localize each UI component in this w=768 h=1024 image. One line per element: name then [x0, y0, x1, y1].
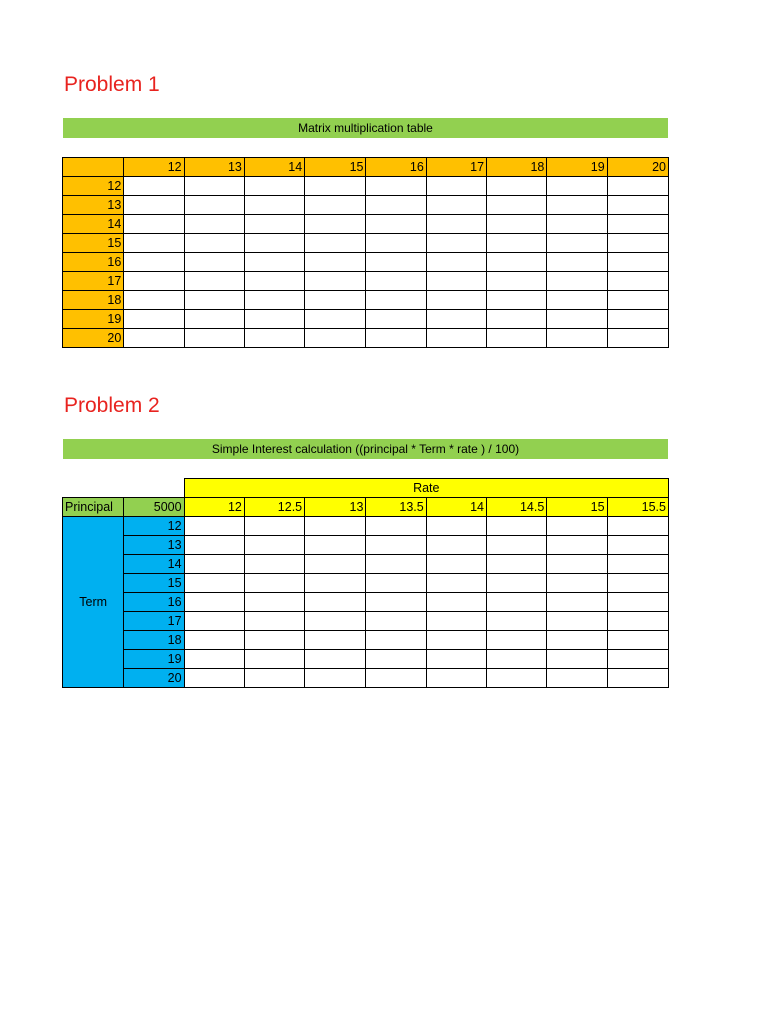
interest-cell[interactable]	[244, 631, 304, 650]
matrix-cell[interactable]	[366, 329, 426, 348]
matrix-cell[interactable]	[426, 215, 486, 234]
interest-cell[interactable]	[547, 536, 607, 555]
matrix-cell[interactable]	[124, 177, 184, 196]
term-value: 16	[124, 593, 184, 612]
matrix-cell[interactable]	[244, 215, 304, 234]
interest-cell[interactable]	[305, 612, 366, 631]
matrix-cell[interactable]	[244, 196, 304, 215]
matrix-multiplication-table	[62, 157, 669, 348]
matrix-row	[63, 253, 669, 272]
matrix-cell[interactable]	[244, 177, 304, 196]
term-value: 18	[124, 631, 184, 650]
interest-cell[interactable]	[426, 555, 486, 574]
matrix-cell[interactable]	[244, 234, 304, 253]
rate-header: 15.5	[607, 498, 668, 517]
interest-cell[interactable]	[184, 555, 244, 574]
matrix-row	[63, 329, 669, 348]
interest-rate-label-row	[63, 479, 669, 498]
matrix-cell[interactable]	[305, 272, 366, 291]
interest-cell[interactable]	[184, 631, 244, 650]
interest-row	[63, 650, 669, 669]
interest-cell[interactable]	[607, 593, 668, 612]
rate-header: 14	[426, 498, 486, 517]
interest-cell[interactable]	[305, 650, 366, 669]
matrix-cell[interactable]	[487, 329, 547, 348]
matrix-cell[interactable]	[184, 196, 244, 215]
matrix-cell[interactable]	[607, 234, 668, 253]
interest-cell[interactable]	[244, 612, 304, 631]
matrix-cell[interactable]	[607, 215, 668, 234]
term-label: Term	[63, 517, 124, 688]
interest-cell[interactable]	[487, 631, 547, 650]
matrix-cell[interactable]	[607, 196, 668, 215]
matrix-cell[interactable]	[184, 234, 244, 253]
matrix-cell[interactable]	[124, 272, 184, 291]
matrix-cell[interactable]	[305, 234, 366, 253]
interest-cell[interactable]	[305, 631, 366, 650]
interest-cell[interactable]	[244, 574, 304, 593]
matrix-cell[interactable]	[184, 291, 244, 310]
matrix-cell[interactable]	[547, 234, 607, 253]
matrix-cell[interactable]	[184, 329, 244, 348]
matrix-cell[interactable]	[305, 291, 366, 310]
matrix-cell[interactable]	[366, 291, 426, 310]
matrix-cell[interactable]	[124, 329, 184, 348]
interest-cell[interactable]	[426, 517, 486, 536]
matrix-row-header: 19	[63, 310, 124, 329]
matrix-row-header: 12	[63, 177, 124, 196]
interest-cell[interactable]	[244, 536, 304, 555]
interest-cell[interactable]	[184, 517, 244, 536]
matrix-column-header: 19	[547, 158, 607, 177]
interest-cell[interactable]	[547, 650, 607, 669]
interest-cell[interactable]	[547, 612, 607, 631]
matrix-cell[interactable]	[607, 253, 668, 272]
matrix-cell[interactable]	[366, 272, 426, 291]
interest-cell[interactable]	[305, 517, 366, 536]
matrix-row-header: 17	[63, 272, 124, 291]
rate-label: Rate	[184, 479, 668, 498]
interest-cell[interactable]	[607, 574, 668, 593]
rate-header: 12	[184, 498, 244, 517]
interest-row	[63, 631, 669, 650]
matrix-cell[interactable]	[244, 291, 304, 310]
problem1-title: Problem 1	[64, 73, 160, 96]
matrix-row-header: 13	[63, 196, 124, 215]
matrix-cell[interactable]	[184, 253, 244, 272]
matrix-row	[63, 177, 669, 196]
matrix-cell[interactable]	[305, 329, 366, 348]
interest-cell[interactable]	[487, 517, 547, 536]
matrix-cell[interactable]	[124, 215, 184, 234]
interest-cell[interactable]	[607, 650, 668, 669]
interest-cell[interactable]	[487, 536, 547, 555]
matrix-row	[63, 291, 669, 310]
matrix-column-header: 20	[607, 158, 668, 177]
interest-cell[interactable]	[607, 669, 668, 688]
rate-header: 14.5	[487, 498, 547, 517]
rate-header: 13.5	[366, 498, 426, 517]
blank-cell	[63, 479, 124, 498]
matrix-column-header: 12	[124, 158, 184, 177]
matrix-row-header: 15	[63, 234, 124, 253]
matrix-cell[interactable]	[547, 177, 607, 196]
interest-cell[interactable]	[366, 536, 426, 555]
term-value: 14	[124, 555, 184, 574]
interest-cell[interactable]	[244, 593, 304, 612]
interest-cell[interactable]	[426, 536, 486, 555]
matrix-cell[interactable]	[426, 196, 486, 215]
matrix-row	[63, 272, 669, 291]
matrix-cell[interactable]	[426, 329, 486, 348]
interest-cell[interactable]	[487, 612, 547, 631]
interest-cell[interactable]	[607, 631, 668, 650]
interest-row	[63, 517, 669, 536]
interest-cell[interactable]	[244, 650, 304, 669]
matrix-cell[interactable]	[366, 234, 426, 253]
rate-header: 13	[305, 498, 366, 517]
interest-row	[63, 669, 669, 688]
interest-cell[interactable]	[487, 555, 547, 574]
matrix-column-header: 18	[487, 158, 547, 177]
matrix-cell[interactable]	[547, 291, 607, 310]
matrix-cell[interactable]	[487, 234, 547, 253]
principal-label: Principal	[63, 498, 124, 517]
interest-cell[interactable]	[547, 555, 607, 574]
matrix-cell[interactable]	[124, 253, 184, 272]
matrix-cell[interactable]	[366, 253, 426, 272]
matrix-cell[interactable]	[184, 215, 244, 234]
interest-cell[interactable]	[305, 555, 366, 574]
interest-cell[interactable]	[366, 650, 426, 669]
interest-cell[interactable]	[426, 669, 486, 688]
interest-cell[interactable]	[305, 574, 366, 593]
matrix-cell[interactable]	[426, 177, 486, 196]
matrix-cell[interactable]	[244, 310, 304, 329]
interest-cell[interactable]	[305, 669, 366, 688]
matrix-column-header: 16	[366, 158, 426, 177]
interest-cell[interactable]	[366, 517, 426, 536]
term-value: 13	[124, 536, 184, 555]
matrix-cell[interactable]	[426, 253, 486, 272]
interest-cell[interactable]	[184, 669, 244, 688]
matrix-cell[interactable]	[305, 253, 366, 272]
matrix-cell[interactable]	[426, 291, 486, 310]
interest-cell[interactable]	[487, 574, 547, 593]
interest-cell[interactable]	[426, 631, 486, 650]
matrix-row	[63, 215, 669, 234]
matrix-cell[interactable]	[487, 291, 547, 310]
matrix-cell[interactable]	[547, 329, 607, 348]
matrix-cell[interactable]	[366, 196, 426, 215]
interest-cell[interactable]	[184, 612, 244, 631]
matrix-cell[interactable]	[487, 196, 547, 215]
interest-cell[interactable]	[366, 574, 426, 593]
matrix-row-header: 20	[63, 329, 124, 348]
matrix-cell[interactable]	[244, 253, 304, 272]
interest-cell[interactable]	[366, 669, 426, 688]
term-value: 17	[124, 612, 184, 631]
problem2-title: Problem 2	[64, 394, 160, 417]
interest-cell[interactable]	[184, 536, 244, 555]
matrix-cell[interactable]	[426, 310, 486, 329]
matrix-cell[interactable]	[607, 329, 668, 348]
interest-cell[interactable]	[547, 574, 607, 593]
interest-cell[interactable]	[426, 593, 486, 612]
term-value: 15	[124, 574, 184, 593]
matrix-row-header: 16	[63, 253, 124, 272]
matrix-cell[interactable]	[607, 310, 668, 329]
principal-value[interactable]: 5000	[124, 498, 184, 517]
interest-cell[interactable]	[547, 631, 607, 650]
matrix-cell[interactable]	[547, 215, 607, 234]
matrix-cell[interactable]	[487, 272, 547, 291]
matrix-cell[interactable]	[487, 177, 547, 196]
interest-cell[interactable]	[184, 574, 244, 593]
interest-cell[interactable]	[366, 555, 426, 574]
matrix-row	[63, 310, 669, 329]
matrix-corner-cell	[63, 158, 124, 177]
interest-cell[interactable]	[426, 650, 486, 669]
interest-cell[interactable]	[607, 612, 668, 631]
matrix-header-row	[63, 158, 669, 177]
matrix-cell[interactable]	[305, 177, 366, 196]
interest-row	[63, 574, 669, 593]
matrix-cell[interactable]	[124, 310, 184, 329]
matrix-column-header: 13	[184, 158, 244, 177]
interest-cell[interactable]	[244, 669, 304, 688]
simple-interest-table	[62, 478, 669, 688]
interest-row	[63, 555, 669, 574]
interest-cell[interactable]	[305, 593, 366, 612]
rate-header: 15	[547, 498, 607, 517]
matrix-cell[interactable]	[184, 177, 244, 196]
term-value: 20	[124, 669, 184, 688]
problem2-banner: Simple Interest calculation ((principal * Term * rate ) / 100)	[63, 439, 668, 459]
interest-cell[interactable]	[607, 517, 668, 536]
matrix-cell[interactable]	[124, 291, 184, 310]
matrix-cell[interactable]	[547, 196, 607, 215]
interest-cell[interactable]	[366, 631, 426, 650]
rate-header: 12.5	[244, 498, 304, 517]
interest-header-row	[63, 498, 669, 517]
matrix-cell[interactable]	[366, 310, 426, 329]
matrix-cell[interactable]	[426, 234, 486, 253]
matrix-cell[interactable]	[366, 177, 426, 196]
interest-cell[interactable]	[607, 555, 668, 574]
interest-cell[interactable]	[184, 650, 244, 669]
interest-cell[interactable]	[487, 669, 547, 688]
interest-cell[interactable]	[607, 536, 668, 555]
interest-row	[63, 612, 669, 631]
term-value: 12	[124, 517, 184, 536]
interest-cell[interactable]	[244, 517, 304, 536]
matrix-row	[63, 196, 669, 215]
matrix-cell[interactable]	[184, 310, 244, 329]
matrix-cell[interactable]	[487, 215, 547, 234]
matrix-cell[interactable]	[547, 253, 607, 272]
matrix-cell[interactable]	[547, 310, 607, 329]
matrix-cell[interactable]	[244, 329, 304, 348]
matrix-cell[interactable]	[124, 234, 184, 253]
matrix-cell[interactable]	[607, 272, 668, 291]
matrix-cell[interactable]	[305, 196, 366, 215]
interest-cell[interactable]	[426, 574, 486, 593]
matrix-column-header: 15	[305, 158, 366, 177]
matrix-cell[interactable]	[607, 291, 668, 310]
matrix-cell[interactable]	[244, 272, 304, 291]
matrix-cell[interactable]	[366, 215, 426, 234]
matrix-column-header: 14	[244, 158, 304, 177]
blank-cell	[124, 479, 184, 498]
interest-cell[interactable]	[366, 593, 426, 612]
term-value: 19	[124, 650, 184, 669]
interest-cell[interactable]	[244, 555, 304, 574]
interest-cell[interactable]	[547, 669, 607, 688]
interest-cell[interactable]	[366, 612, 426, 631]
interest-cell[interactable]	[184, 593, 244, 612]
interest-row	[63, 536, 669, 555]
matrix-cell[interactable]	[426, 272, 486, 291]
interest-cell[interactable]	[547, 593, 607, 612]
interest-cell[interactable]	[426, 612, 486, 631]
matrix-cell[interactable]	[487, 310, 547, 329]
interest-cell[interactable]	[487, 650, 547, 669]
matrix-cell[interactable]	[184, 272, 244, 291]
matrix-cell[interactable]	[487, 253, 547, 272]
interest-cell[interactable]	[305, 536, 366, 555]
interest-row	[63, 593, 669, 612]
interest-cell[interactable]	[487, 593, 547, 612]
matrix-cell[interactable]	[547, 272, 607, 291]
interest-cell[interactable]	[547, 517, 607, 536]
matrix-row-header: 14	[63, 215, 124, 234]
matrix-cell[interactable]	[124, 196, 184, 215]
matrix-cell[interactable]	[305, 310, 366, 329]
matrix-row	[63, 234, 669, 253]
problem1-banner: Matrix multiplication table	[63, 118, 668, 138]
matrix-cell[interactable]	[305, 215, 366, 234]
matrix-column-header: 17	[426, 158, 486, 177]
matrix-row-header: 18	[63, 291, 124, 310]
matrix-cell[interactable]	[607, 177, 668, 196]
